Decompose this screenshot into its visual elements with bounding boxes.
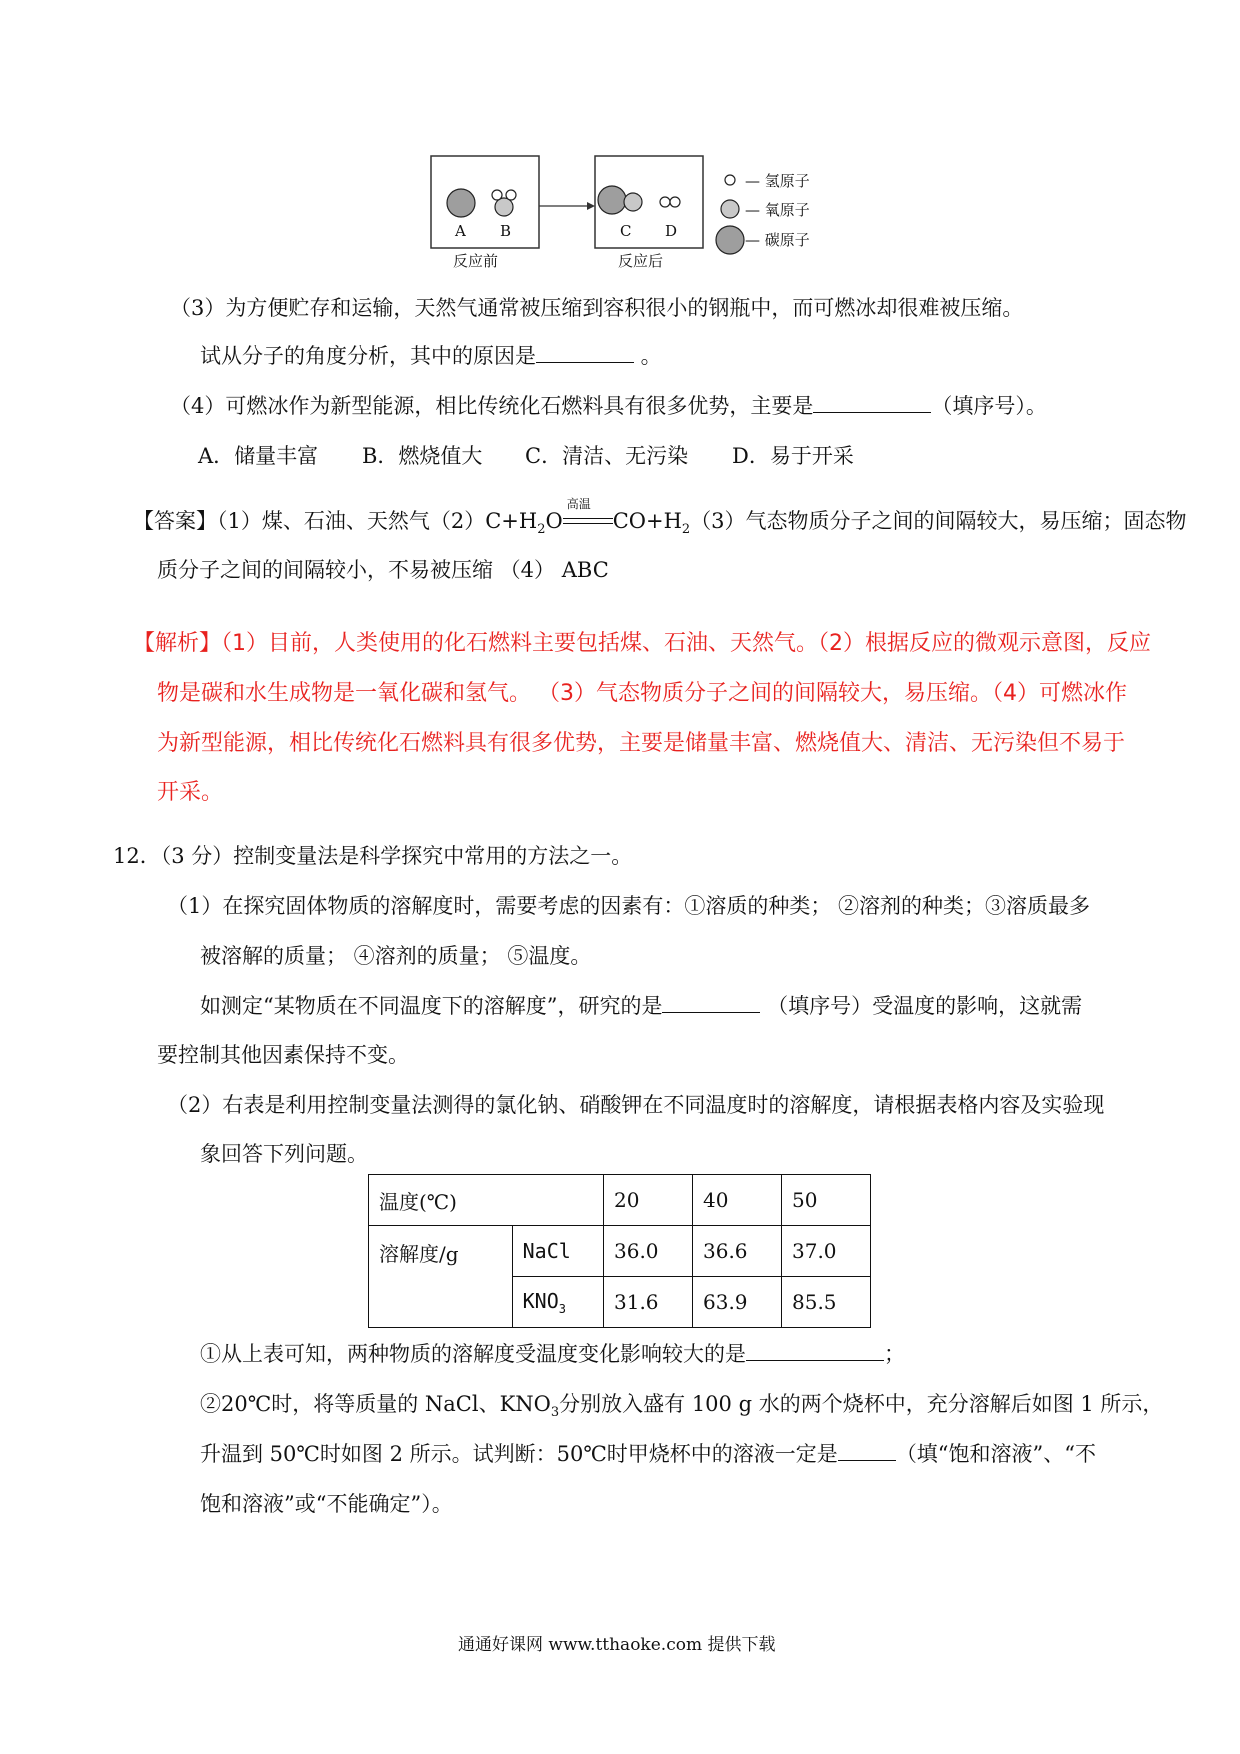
q12-s2-line3: 饱和溶液”或“不能确定”）。 xyxy=(200,1492,453,1516)
q4-option-c: C．清洁、无污染 xyxy=(525,444,689,468)
q3-suffix: 。 xyxy=(634,344,662,368)
oxygen-atom-c xyxy=(624,193,642,211)
hydrogen-atom-d1 xyxy=(660,197,670,207)
q12-p1-suffix: （填序号）受温度的影响，这就需 xyxy=(760,994,1083,1018)
s2-line1-sub: 3 xyxy=(550,1405,560,1421)
equals-line-bottom xyxy=(563,523,613,524)
legend-oxygen-icon xyxy=(721,200,739,218)
answer-part4: （3）气态物质分子之间的间隔较大，易压缩；固态物 xyxy=(690,509,1187,533)
nacl-50: 37.0 xyxy=(782,1226,871,1277)
s2-line2-suffix: （填“饱和溶液”、“不 xyxy=(895,1442,1097,1466)
q4-option-d: D．易于开采 xyxy=(732,444,854,468)
letter-a: A xyxy=(455,222,466,240)
solubility-table xyxy=(368,1174,871,1328)
q3-blank xyxy=(536,340,634,363)
legend-carbon-icon xyxy=(716,226,744,254)
q12-p1-line2: 被溶解的质量； ④溶剂的质量； ⑤温度。 xyxy=(200,944,592,968)
answer-tag: 【答案】 xyxy=(133,509,217,533)
equals-line-top xyxy=(563,518,613,519)
temp-50: 50 xyxy=(782,1175,871,1226)
q12-p1-line4: 要控制其他因素保持不变。 xyxy=(157,1043,409,1067)
page-footer: 通通好课网 www.tthaoke.com 提供下载 xyxy=(458,1635,776,1655)
kno3-main: KNO xyxy=(522,1288,559,1313)
legend-hydrogen-icon xyxy=(725,175,735,185)
temp-20: 20 xyxy=(604,1175,693,1226)
q4-prefix: （4）可燃冰作为新型能源，相比传统化石燃料具有很多优势，主要是 xyxy=(170,394,814,418)
q12-p1-line3 xyxy=(200,990,1082,1020)
analysis-line1 xyxy=(133,626,1151,657)
analysis-tag: 【解析】 xyxy=(133,631,222,656)
q12-p1-line1: （1）在探究固体物质的溶解度时，需要考虑的因素有：①溶质的种类； ②溶剂的种类；③溶质最多 xyxy=(167,894,1091,918)
analysis-line3: 为新型能源，相比传统化石燃料具有很多优势，主要是储量丰富、燃烧值大、清洁、无污染但不易于 xyxy=(157,731,1126,756)
answer-part2: O xyxy=(545,509,563,533)
q3-prefix: 试从分子的角度分析，其中的原因是 xyxy=(200,344,536,368)
analysis-line2: 物是碳和水生成物是一氧化碳和氢气。 （3）气态物质分子之间的间隔较大，易压缩。（4）可燃冰作 xyxy=(157,681,1127,706)
condition-text: 高温 xyxy=(566,497,591,511)
nacl-20: 36.0 xyxy=(604,1226,693,1277)
table-row-nacl xyxy=(369,1226,871,1277)
hydrogen-atom-b1 xyxy=(492,190,502,200)
q12-s2-line1 xyxy=(200,1388,1163,1420)
nacl-label: NaCl xyxy=(512,1226,603,1277)
q12-p2-line1: （2）右表是利用控制变量法测得的氯化钠、硝酸钾在不同温度时的溶解度，请根据表格内容及实验现 xyxy=(167,1093,1105,1117)
kno3-20: 31.6 xyxy=(604,1277,693,1328)
kno3-sub: 3 xyxy=(558,1301,566,1316)
q4-suffix: （填序号）。 xyxy=(931,394,1047,418)
s2-blank xyxy=(838,1438,896,1461)
letter-c: C xyxy=(620,222,632,240)
q12-p1-prefix: 如测定“某物质在不同温度下的溶解度”，研究的是 xyxy=(200,994,663,1018)
hydrogen-atom-b2 xyxy=(506,190,516,200)
oxygen-atom-b xyxy=(495,198,513,216)
carbon-atom-a xyxy=(447,189,475,217)
legend-oxygen: — 氧原子 xyxy=(745,201,810,219)
letter-b: B xyxy=(500,222,512,240)
q12-p2-line2: 象回答下列问题。 xyxy=(200,1142,368,1166)
q4-blank xyxy=(813,390,931,413)
answer-line1 xyxy=(133,497,1187,538)
analysis-text1: （1）目前，人类使用的化石燃料主要包括煤、石油、天然气。（2）根据反应的微观示意图，反应 xyxy=(221,631,1152,656)
q4-option-a: A．储量丰富 xyxy=(198,444,319,468)
nacl-40: 36.6 xyxy=(693,1226,782,1277)
answer-sub3: 2 xyxy=(681,522,691,538)
answer-part1: （1）煤、石油、天然气（2）C+H xyxy=(217,509,538,533)
before-label: 反应前 xyxy=(453,252,499,270)
solubility-label: 溶解度/g xyxy=(369,1226,513,1328)
s1-blank xyxy=(746,1338,884,1361)
carbon-atom-c xyxy=(598,186,626,214)
reaction-condition xyxy=(563,497,613,533)
after-label: 反应后 xyxy=(618,252,664,270)
q12-s1 xyxy=(200,1338,905,1368)
legend-carbon: — 碳原子 xyxy=(745,231,810,249)
kno3-label xyxy=(512,1277,603,1328)
q12-s2-line2 xyxy=(200,1438,1096,1468)
hydrogen-atom-d2 xyxy=(670,197,680,207)
answer-line2: 质分子之间的间隔较小，不易被压缩 （4） ABC xyxy=(157,558,609,582)
s2-line1b: 分别放入盛有 100 g 水的两个烧杯中，充分溶解后如图 1 所示， xyxy=(559,1392,1164,1416)
kno3-50: 85.5 xyxy=(782,1277,871,1328)
q3-line2 xyxy=(200,340,662,370)
q3-line1: （3）为方便贮存和运输，天然气通常被压缩到容积很小的钢瓶中，而可燃冰却很难被压缩。 xyxy=(170,296,1024,320)
s1-prefix: ①从上表可知，两种物质的溶解度受温度变化影响较大的是 xyxy=(200,1342,746,1366)
answer-part3: CO+H xyxy=(612,509,682,533)
temperature-label: 温度(℃) xyxy=(369,1175,604,1226)
q4-option-b: B．燃烧值大 xyxy=(362,444,483,468)
kno3-40: 63.9 xyxy=(693,1277,782,1328)
s2-line1a: ②20℃时，将等质量的 NaCl、KNO xyxy=(200,1392,551,1416)
temp-40: 40 xyxy=(693,1175,782,1226)
table-header-row xyxy=(369,1175,871,1226)
q12-blank1 xyxy=(662,990,760,1013)
arrow-head xyxy=(587,202,595,210)
letter-d: D xyxy=(665,222,678,240)
s1-suffix: ； xyxy=(884,1342,905,1366)
answer-sub2: 2 xyxy=(537,522,546,538)
q4-line xyxy=(170,390,1047,420)
s2-line2-prefix: 升温到 50℃时如图 2 所示。试判断：50℃时甲烧杯中的溶液一定是 xyxy=(200,1442,838,1466)
legend-hydrogen: — 氢原子 xyxy=(745,172,810,190)
analysis-line4: 开采。 xyxy=(157,780,224,805)
q12-title: 12．（3 分）控制变量法是科学探究中常用的方法之一。 xyxy=(113,844,633,868)
